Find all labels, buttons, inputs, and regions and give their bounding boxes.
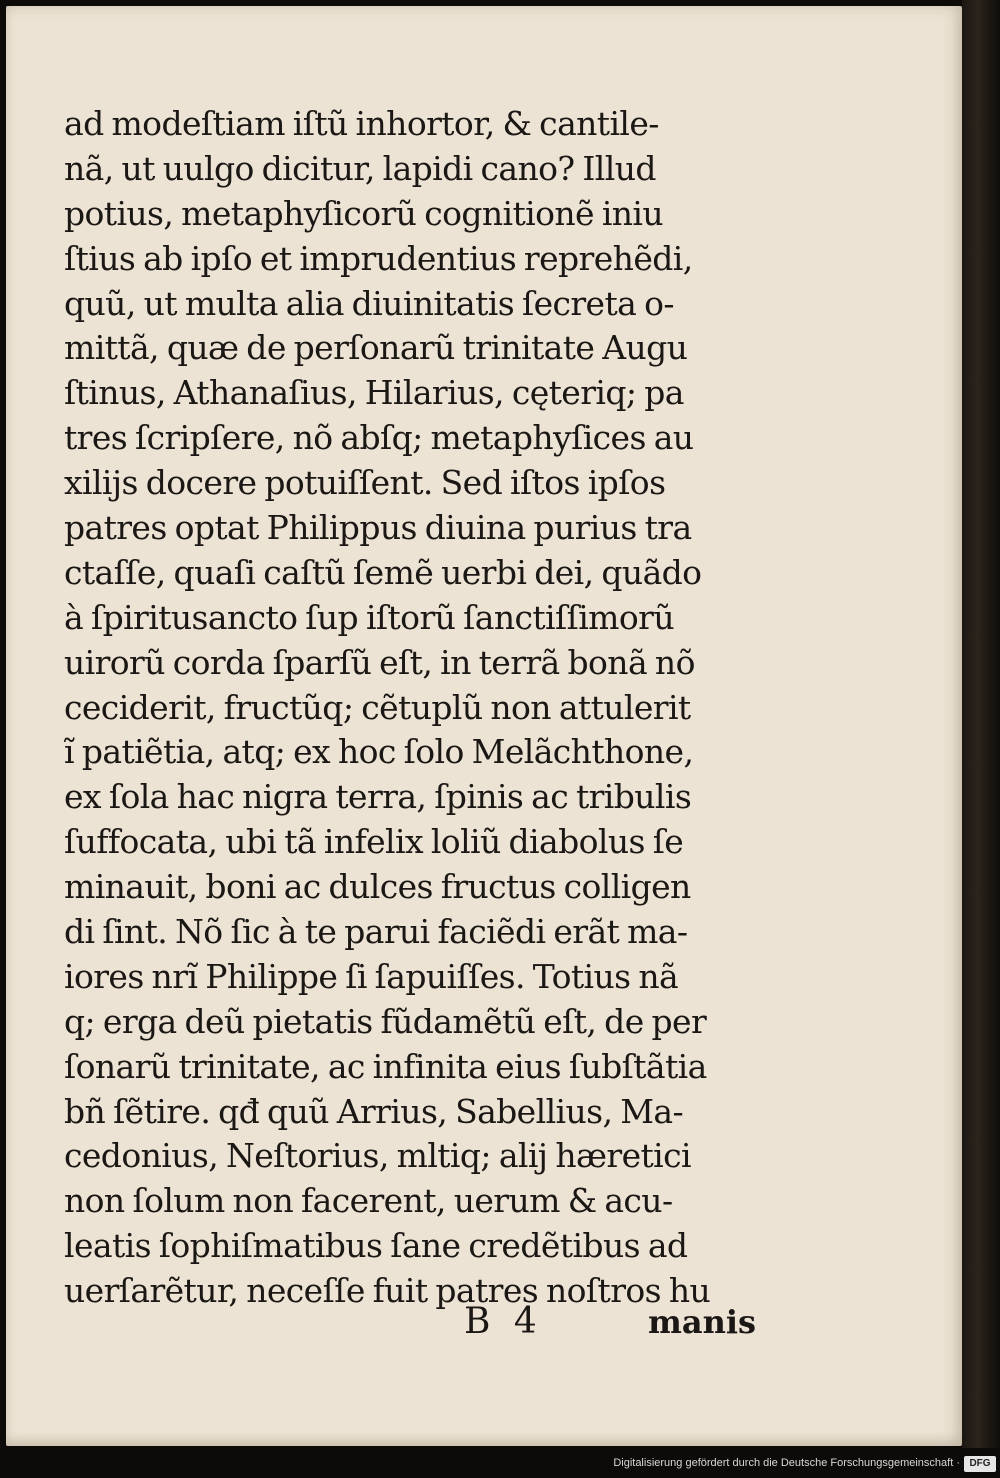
text-line: minauit, boni ac dulces fructus colligen	[64, 867, 691, 907]
text-line: leatis ſophiſmatibus ſane credẽtibus ad	[64, 1226, 688, 1266]
text-line: di ſint. Nõ ſic à te parui faciẽdi erãt ma-	[64, 912, 688, 952]
signature-mark: B 4	[464, 1301, 543, 1342]
text-line: ctaſſe, quaſi caſtũ ſemẽ uerbi dei, quãdo	[64, 552, 702, 592]
text-line: ad modeſtiam iſtũ inhortor, & cantile-	[64, 104, 659, 143]
text-line: bñ ſẽtire. qđ quũ Arrius, Sabellius, Ma-	[64, 1091, 684, 1131]
book-page	[6, 6, 962, 1446]
text-line: ſonarũ trinitate, ac infinita eius ſubſtãtia	[64, 1046, 707, 1086]
text-line: patres optat Philippus diuina purius tra	[64, 508, 692, 548]
page-footer-line	[64, 1302, 764, 1346]
text-line: mittã, quæ de perſonarũ trinitate Augu	[64, 328, 688, 368]
text-line: ĩ patiẽtia, atq; ex hoc ſolo Melãchthone,	[64, 732, 694, 772]
text-line: ex ſola hac nigra terra, ſpinis ac tribulis	[64, 777, 692, 817]
text-line: non ſolum non facerent, uerum & acu-	[64, 1181, 673, 1221]
digitization-footer	[0, 1452, 1000, 1478]
page-text-block	[64, 102, 764, 1314]
text-line: ſtinus, Athanaſius, Hilarius, cęteriq; pa	[64, 373, 684, 413]
text-line: tres ſcripſere, nõ abſq; metaphyſices au	[64, 418, 694, 458]
text-line: ſuffocata, ubi tã infelix loliũ diabolus ſe	[64, 822, 684, 862]
text-line: uerſarẽtur, neceſſe fuit patres noſtros hu	[64, 1271, 711, 1311]
text-line: potius, metaphyſicorũ cognitionẽ iniu	[64, 193, 664, 233]
text-line: nã, ut uulgo dicitur, lapidi cano? Illud	[64, 148, 656, 188]
text-line: quũ, ut multa alia diuinitatis ſecreta o-	[64, 283, 674, 323]
text-line: à ſpiritusancto ſup iſtorũ ſanctiſſimorũ	[64, 597, 674, 637]
text-line: ceciderit, fructũq; cẽtuplũ non attulerit	[64, 687, 691, 727]
dfg-logo-icon: DFG	[964, 1456, 996, 1472]
catchword: manis	[647, 1303, 756, 1341]
attribution-text: Digitalisierung gefördert durch die Deutsche Forschungsgemeinschaft ·	[613, 1457, 960, 1469]
text-line: iores nrĩ Philippe ſi ſapuiſſes. Totius nã	[64, 956, 679, 996]
text-line: q; erga deũ pietatis fũdamẽtũ eſt, de per	[64, 1001, 707, 1041]
text-line: uirorũ corda ſparſũ eſt, in terrã bonã nõ	[64, 642, 695, 682]
text-line: xilijs docere potuiſſent. Sed iſtos ipſos	[64, 463, 666, 503]
text-line: cedonius, Neſtorius, mltiq; alij hæretici	[64, 1136, 691, 1176]
text-line: ſtius ab ipſo et imprudentius reprehẽdi,	[64, 238, 693, 278]
scan-edge	[962, 0, 1000, 1448]
